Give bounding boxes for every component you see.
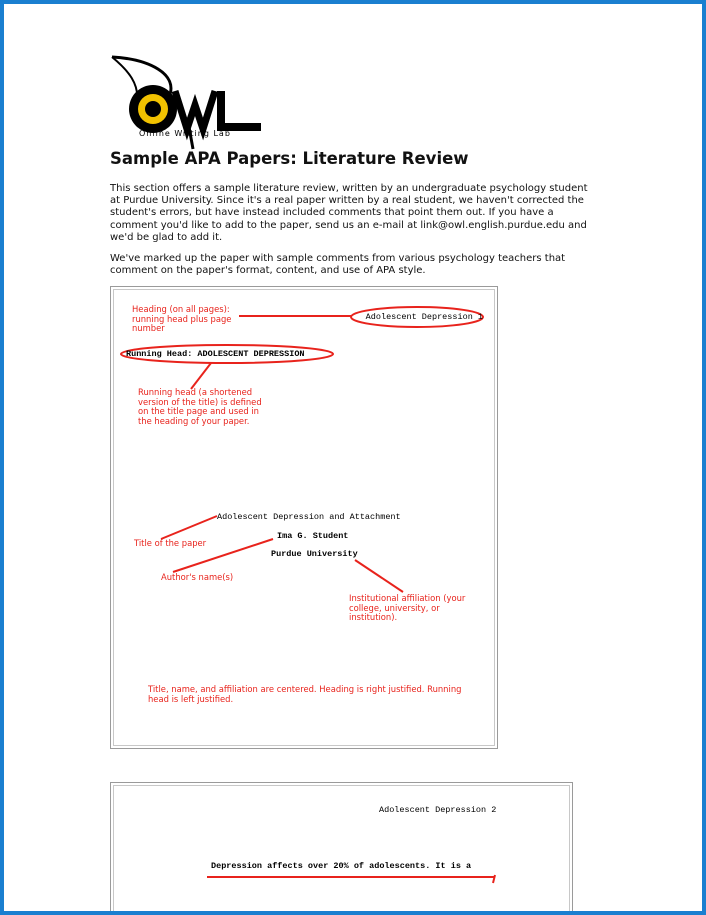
note-author: Author's name(s) <box>161 572 234 582</box>
annotation-underline <box>111 783 572 911</box>
page2-first-line: Depression affects over 20% of adolescents. It is a <box>211 861 472 871</box>
note-centered: Title, name, and affiliation are centered. Heading is right justified. Running head is left justified. <box>148 684 462 704</box>
document-sheet <box>4 4 702 911</box>
owl-logo <box>109 49 269 154</box>
page2-heading: Adolescent Depression 2 <box>379 805 497 815</box>
logo-subtitle: Online Writing Lab <box>139 129 231 138</box>
page-title: Sample APA Papers: Literature Review <box>110 149 469 168</box>
running-head: Running Head: ADOLESCENT DEPRESSION <box>126 349 305 359</box>
note-running-head: Running head (a shortened version of the title) is defined on the title page and used in the heading of your paper. <box>138 387 262 426</box>
markup-paragraph: We've marked up the paper with sample comments from various psychology teachers that comment on the paper's format, content, and use of APA style. <box>110 253 566 277</box>
note-title: Title of the paper <box>134 538 207 548</box>
sample-paper-page-1 <box>110 286 498 749</box>
paper-title: Adolescent Depression and Attachment <box>217 512 401 522</box>
paper-institution: Purdue University <box>271 549 358 559</box>
intro-paragraph: This section offers a sample literature review, written by an undergraduate psychology student at Purdue University. Since it's a real paper written by a real student, we haven't corrected the student's errors, but have instead included comments that point them out. If you have a comment you'd like to add to the paper, send us an e-mail at link@owl.english.purdue.edu and we'd be glad to add it. <box>110 183 588 243</box>
paper-author: Ima G. Student <box>277 531 349 541</box>
note-heading: Heading (on all pages): running head plus page number <box>132 304 232 334</box>
sample-paper-page-2 <box>110 782 573 911</box>
paper-heading: Adolescent Depression 1 <box>365 312 483 322</box>
note-affiliation: Institutional affiliation (your college, university, or institution). <box>349 593 466 623</box>
